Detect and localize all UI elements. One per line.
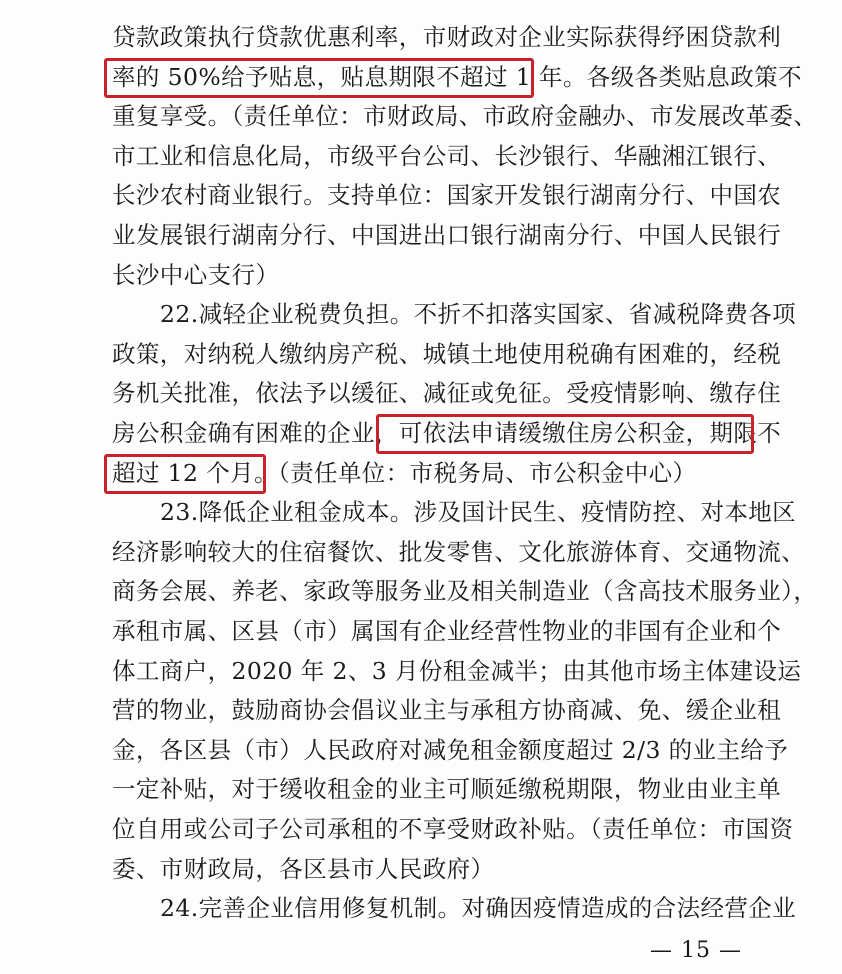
section-23-heading-line: 23.降低企业租金成本。涉及国计民生、疫情防控、对本地区 — [160, 498, 797, 527]
text-line-15: 商务会展、养老、家政等服务业及相关制造业（含高技术服务业）， — [112, 577, 818, 606]
text-line-20: 一定补贴，对于缓收租金的业主可顺延缴税期限，物业由业主单 — [112, 775, 782, 804]
text-line-2: 率的 50%给予贴息，贴息期限不超过 1 年。各级各类贴息政策不 — [112, 62, 802, 91]
text-line-19: 金，各区县（市）人民政府对减免租金额度超过 2/3 的业主给予 — [112, 735, 789, 764]
section-24-heading-line: 24.完善企业信用修复机制。对确因疫情造成的合法经营企业 — [160, 894, 797, 923]
text-line-17: 体工商户，2020 年 2、3 月份租金减半；由其他市场主体建设运 — [112, 656, 802, 685]
page-number: — 15 — — [650, 938, 742, 963]
text-line-18: 营的物业，鼓励商协会倡议业主与承租方协商减、免、缓企业租 — [112, 696, 782, 725]
text-line-7: 长沙中心支行） — [112, 260, 280, 289]
text-line-3: 重复享受。（责任单位：市财政局、市政府金融办、市发展改革委、 — [112, 102, 818, 131]
section-22-heading-line: 22.减轻企业税费负担。不折不扣落实国家、省减税降费各项 — [160, 300, 797, 329]
text-line-9: 政策，对纳税人缴纳房产税、城镇土地使用税确有困难的，经税 — [112, 339, 782, 368]
text-line-1: 贷款政策执行贷款优惠利率，市财政对企业实际获得纾困贷款利 — [112, 23, 782, 51]
text-line-5: 长沙农村商业银行。支持单位：国家开发银行湖南分行、中国农 — [112, 181, 782, 210]
text-line-6: 业发展银行湖南分行、中国进出口银行湖南分行、中国人民银行 — [112, 221, 782, 249]
text-line-4: 市工业和信息化局，市级平台公司、长沙银行、华融湘江银行、 — [112, 141, 782, 170]
text-line-21: 位自用或公司子公司承租的不享受财政补贴。（责任单位：市国资 — [112, 815, 794, 843]
text-line-14: 经济影响较大的住宿餐饮、批发零售、文化旅游体育、交通物流、 — [112, 537, 806, 566]
text-line-22: 委、市财政局，各区县市人民政府） — [112, 854, 495, 883]
text-line-12: 超过 12 个月。（责任单位：市税务局、市公积金中心） — [112, 458, 697, 487]
text-line-16: 承租市属、区县（市）属国有企业经营性物业的非国有企业和个 — [112, 617, 782, 645]
text-line-11: 房公积金确有困难的企业，可依法申请缓缴住房公积金，期限不 — [112, 419, 782, 447]
text-line-10: 务机关批准，依法予以缓征、减征或免征。受疫情影响、缴存住 — [112, 379, 782, 408]
